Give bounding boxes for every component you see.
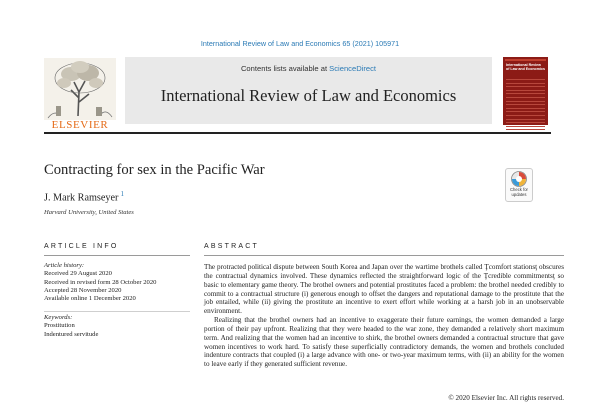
article-title: Contracting for sex in the Pacific War <box>44 162 265 178</box>
author-line <box>44 190 124 203</box>
cover-top-bar <box>505 59 546 61</box>
abstract-paragraph: Realizing that the brothel owners had an incentive to exaggerate their future earnings, the women demanded a large portion of their pay upfront. Realizing that they were headed to the war zone, they demanded a relatively short maximum term. And realizing that the women had an incentive to shirk, the brothel owners demanded a contractual structure that gave women incentives to work hard. To satisfy these superficially contradictory demands, the women and brothels concluded indenture contracts that coupled (i) a large advance with one- or two-year maximum terms, with (ii) an ability for the women to leave early if they generated sufficient revenue. <box>204 316 564 369</box>
contents-prefix: Contents lists available at <box>240 64 330 73</box>
keywords-rule <box>44 311 190 312</box>
article-info-heading: ARTICLE INFO <box>44 243 119 250</box>
check-for-updates-label: Check for updates <box>510 187 528 197</box>
keywords-block <box>44 314 194 339</box>
journal-cover-thumbnail[interactable] <box>503 57 548 125</box>
abstract-body <box>204 263 564 369</box>
author-footnote-link[interactable]: 1 <box>120 190 124 198</box>
journal-citation[interactable]: International Review of Law and Economics 65 (2021) 105971 <box>200 39 400 48</box>
history-revised: Received in revised form 28 October 2020 <box>44 278 157 286</box>
keywords-label: Keywords: <box>44 314 73 321</box>
abstract-rule <box>204 255 564 256</box>
journal-title: International Review of Law and Economics <box>160 86 457 105</box>
check-for-updates-button[interactable] <box>505 168 533 202</box>
author-affiliation: Harvard University, United States <box>44 209 134 216</box>
history-online: Available online 1 December 2020 <box>44 295 136 303</box>
author-name[interactable]: J. Mark Ramseyer <box>44 192 119 204</box>
keyword-item[interactable]: Indentured servitude <box>44 330 99 338</box>
article-info-rule <box>44 255 190 256</box>
abstract-paragraph: The protracted political dispute between South Korea and Japan over the wartime brothels called Ţcomfort stationsţ obscures the contractual dynamics involved. These dynamics reflected the straightforward logic of the Ţcredible commitmentsţ so basic to elementary game theory. The brothel owners and potential prostitutes faced a problem: the brothel needed credibly to commit to a contractual structure (i) generous enough to offset the dangers and reputational damage to the prostitute that the job entailed, while (ii) giving the prostitute an incentive to exert effort while working at a harsh job in an unobservable environment. <box>204 263 564 316</box>
keyword-item[interactable]: Prostitution <box>44 322 75 330</box>
copyright-notice: © 2020 Elsevier Inc. All rights reserved. <box>448 394 564 402</box>
abstract-heading: ABSTRACT <box>204 243 259 250</box>
sciencedirect-link[interactable]: ScienceDirect <box>329 64 377 73</box>
history-received: Received 29 August 2020 <box>44 270 112 278</box>
history-label: Article history: <box>44 262 85 269</box>
elsevier-tree-logo-icon <box>44 58 116 126</box>
cover-title: International Review of Law and Economics <box>506 63 545 71</box>
history-accepted: Accepted 28 November 2020 <box>44 286 122 294</box>
article-history <box>44 262 194 303</box>
cover-decoration <box>506 79 545 133</box>
header-divider <box>44 132 551 134</box>
contents-available-line <box>125 64 492 73</box>
crossmark-icon <box>506 170 532 188</box>
elsevier-wordmark: ELSEVIER <box>51 119 109 131</box>
